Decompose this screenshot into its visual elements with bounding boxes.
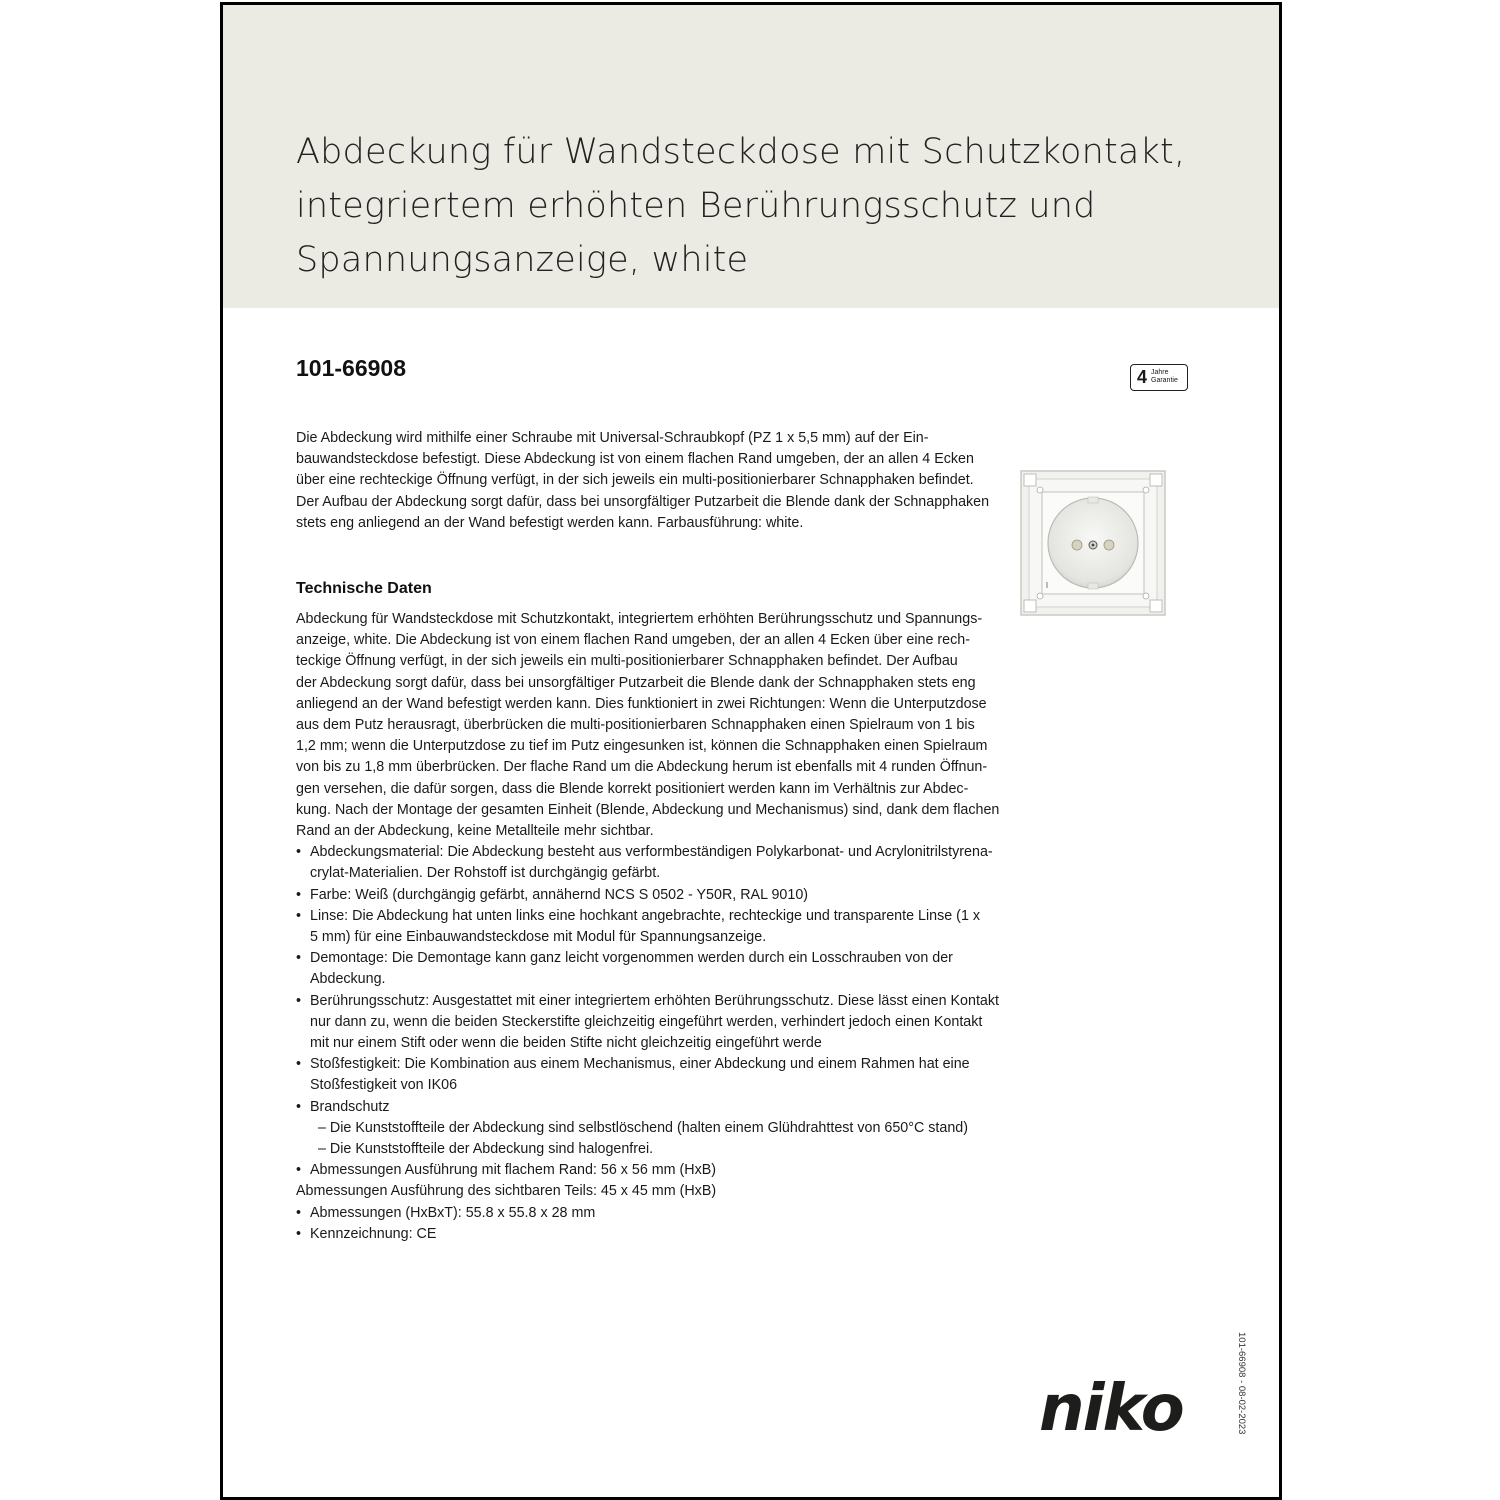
text-line	[296, 1033, 986, 1054]
text-line	[296, 863, 986, 884]
bullet-item	[296, 1224, 986, 1245]
text-line	[296, 694, 986, 715]
text-line	[296, 927, 986, 948]
bullet-icon: •	[296, 1204, 302, 1221]
bullet-icon: •	[296, 1056, 302, 1073]
warranty-years: 4	[1137, 367, 1148, 387]
bullet-item	[296, 1160, 986, 1181]
technical-data-heading: Technische Daten	[296, 580, 432, 597]
line-text: Abdeckungsmaterial: Die Abdeckung besteht aus verformbeständigen Polykarbonat- und Acrylonitrilstyrena-	[310, 844, 993, 861]
line-text: anzeige, white. Die Abdeckung ist von einem flachen Rand umgeben, der an allen 4 Ecken über eine rech-	[296, 632, 970, 649]
page-title	[296, 125, 1226, 287]
text-line	[296, 779, 986, 800]
line-text: der Abdeckung sorgt dafür, dass bei unsorgfältiger Putzarbeit die Blende dank der Schnapphaken stets eng	[296, 674, 976, 691]
line-text: Kennzeichnung: CE	[310, 1225, 437, 1242]
intro-line: bauwandsteckdose befestigt. Diese Abdeckung ist von einem flachen Rand umgeben, der an allen 4 Ecken	[296, 451, 974, 468]
line-text: – Die Kunststoffteile der Abdeckung sind selbstlöschend (halten einem Glühdrahttest von 650°C stand)	[318, 1119, 968, 1136]
bullet-icon: •	[296, 1098, 302, 1115]
line-text: Abmessungen Ausführung mit flachem Rand: 56 x 56 mm (HxB)	[310, 1162, 717, 1179]
bullet-item	[296, 885, 986, 906]
datasheet-page	[220, 2, 1282, 1500]
line-text: teckige Öffnung verfügt, in der sich jeweils ein multi-positionierbarer Schnapphaken befindet. Der Aufbau	[296, 653, 958, 670]
line-text: Abmessungen Ausführung des sichtbaren Teils: 45 x 45 mm (HxB)	[296, 1183, 717, 1200]
line-text: Rand an der Abdeckung, keine Metallteile mehr sichtbar.	[296, 823, 654, 840]
line-text: 5 mm) für eine Einbauwandsteckdose mit Modul für Spannungsanzeige.	[310, 929, 767, 946]
line-text: Demontage: Die Demontage kann ganz leicht vorgenommen werden durch ein Losschrauben von der	[310, 950, 953, 967]
text-line	[296, 609, 986, 630]
text-line	[296, 673, 986, 694]
title-line: integriertem erhöhten Berührungsschutz und	[296, 186, 1096, 226]
intro-line: stets eng anliegend an der Wand befestigt werden kann. Farbausführung: white.	[296, 514, 804, 531]
line-text: Abdeckung.	[310, 971, 386, 988]
intro-line: über eine rechteckige Öffnung verfügt, in der sich jeweils ein multi-positionierbarer Schnapphaken befindet.	[296, 472, 974, 489]
line-text: Stoßfestigkeit: Die Kombination aus einem Mechanismus, einer Abdeckung und einem Rahmen hat eine	[310, 1056, 970, 1073]
text-line	[296, 715, 986, 736]
line-text: crylat-Materialien. Der Rohstoff ist durchgängig gefärbt.	[310, 865, 661, 882]
text-line	[296, 1012, 986, 1033]
text-line	[296, 736, 986, 757]
line-text: gen versehen, die dafür sorgen, dass die Blende korrekt positioniert werden kann im Verhältnis zur Abdec-	[296, 780, 969, 797]
line-text: – Die Kunststoffteile der Abdeckung sind halogenfrei.	[318, 1141, 654, 1158]
line-text: 1,2 mm; wenn die Unterputzdose zu tief im Putz eingesunken ist, können die Schnapphaken einen Spielraum	[296, 738, 988, 755]
text-line	[296, 630, 986, 651]
document-reference-text: 101-66908 - 08-02-2023	[1236, 1332, 1247, 1435]
header-band	[223, 5, 1279, 308]
socket-cover-image	[1020, 470, 1166, 616]
bullet-item	[296, 1097, 986, 1118]
bullet-icon: •	[296, 844, 302, 861]
line-text: kung. Nach der Montage der gesamten Einheit (Blende, Abdeckung und Mechanismus) sind, dank dem flachen	[296, 801, 1000, 818]
niko-logo: niko	[1039, 1372, 1183, 1446]
line-text: Farbe: Weiß (durchgängig gefärbt, annähernd NCS S 0502 - Y50R, RAL 9010)	[310, 886, 809, 903]
line-text: von bis zu 1,8 mm überbrücken. Der flache Rand um die Abdeckung herum ist ebenfalls mit 4 runden Öffnun-	[296, 759, 988, 776]
warranty-label: Jahre Garantie	[1151, 369, 1178, 384]
line-text: Abdeckung für Wandsteckdose mit Schutzkontakt, integriertem erhöhten Berührungsschutz und Spannungs-	[296, 611, 983, 627]
title-line: Abdeckung für Wandsteckdose mit Schutzkontakt,	[296, 132, 1186, 172]
bullet-icon: •	[296, 950, 302, 967]
text-line	[296, 1075, 986, 1096]
bullet-item	[296, 991, 1000, 1012]
text-line	[296, 651, 986, 672]
text-line	[296, 969, 986, 990]
sub-item	[296, 1118, 986, 1139]
document-reference	[1235, 1332, 1249, 1457]
bullet-icon: •	[296, 1162, 302, 1179]
bullet-item	[296, 842, 993, 863]
bullet-icon: •	[296, 992, 302, 1009]
technical-data-list	[296, 609, 1000, 1245]
bullet-icon: •	[296, 886, 302, 903]
bullet-item	[296, 948, 986, 969]
warranty-badge	[1130, 364, 1188, 391]
article-number: 101-66908	[296, 355, 406, 381]
bullet-icon: •	[296, 907, 302, 924]
text-line	[296, 821, 986, 842]
text-line	[296, 800, 1000, 821]
text-line	[296, 1181, 986, 1202]
line-text: nur dann zu, wenn die beiden Steckerstifte gleichzeitig eingeführt werden, verhindert jedoch einen Kontakt	[310, 1013, 983, 1030]
line-text: anliegend an der Wand befestigt werden kann. Dies funktioniert in zwei Richtungen: Wenn die Unterputzdose	[296, 695, 987, 712]
line-text: Berührungsschutz: Ausgestattet mit einer integriertem erhöhten Berührungsschutz. Diese lässt einen Kontakt	[310, 992, 1000, 1009]
bullet-icon: •	[296, 1225, 302, 1242]
bullet-item	[296, 1203, 986, 1224]
intro-paragraph	[296, 428, 990, 534]
line-text: Stoßfestigkeit von IK06	[310, 1077, 458, 1094]
line-text: aus dem Putz herausragt, überbrücken die multi-positionierbaren Schnapphaken einen Spielraum von 1 bis	[296, 717, 975, 734]
line-text: Linse: Die Abdeckung hat unten links eine hochkant angebrachte, rechteckige und transparente Linse (1 x	[310, 907, 981, 924]
intro-line: Der Aufbau der Abdeckung sorgt dafür, dass bei unsorgfältiger Putzarbeit die Blende dank der Schnapphaken	[296, 493, 990, 510]
bullet-item	[296, 906, 986, 927]
line-text: Abmessungen (HxBxT): 55.8 x 55.8 x 28 mm	[310, 1204, 596, 1221]
text-line	[296, 757, 986, 778]
title-line: Spannungsanzeige, white	[296, 240, 749, 280]
line-text: mit nur einem Stift oder wenn die beiden Stifte nicht gleichzeitig eingeführt werde	[310, 1035, 822, 1052]
sub-item	[296, 1139, 986, 1160]
intro-line: Die Abdeckung wird mithilfe einer Schraube mit Universal-Schraubkopf (PZ 1 x 5,5 mm) auf der Ein-	[296, 430, 929, 446]
line-text: Brandschutz	[310, 1098, 390, 1115]
bullet-item	[296, 1054, 986, 1075]
